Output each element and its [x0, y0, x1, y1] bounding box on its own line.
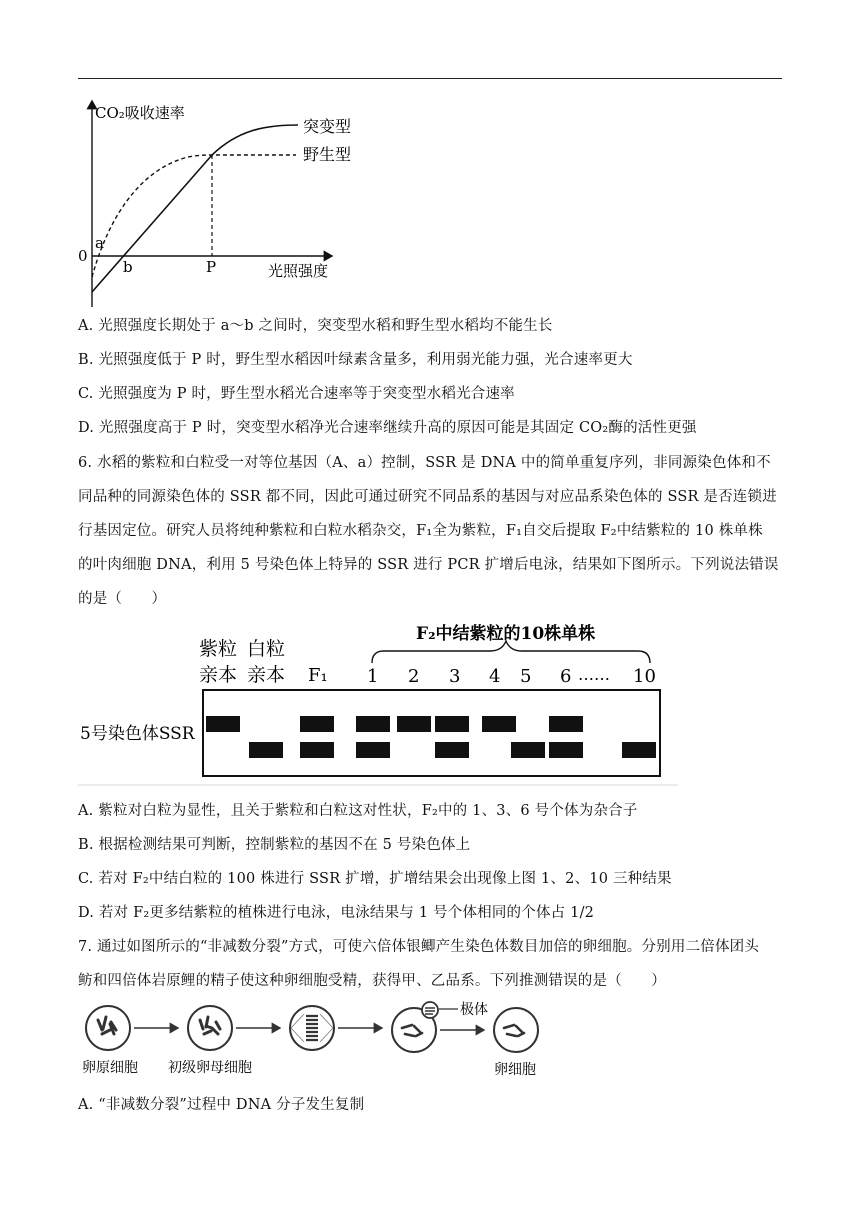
q5-option-d: D. 光照强度高于 P 时，突变型水稻净光合速率继续升高的原因可能是其固定 CO₂酶的活性更强	[78, 420, 697, 436]
lane-ellipsis: ……	[578, 665, 610, 684]
x-axis-label: 光照强度	[268, 262, 329, 280]
band-lane3-upper	[435, 716, 469, 732]
parent-purple-label-2: 亲本	[199, 664, 238, 686]
band-lane2-upper	[397, 716, 431, 732]
q6-stem-line-2: 同品种的同源染色体的 SSR 都不同，因此可通过研究不同品系的基因与对应品系染色体的 SSR 是否连锁进	[78, 489, 777, 505]
q6-stem-line-3: 行基因定位。研究人员将纯种紫粒和白粒水稻杂交，F₁全为紫粒，F₁自交后提取 F₂中结紫粒的 10 株单株	[78, 523, 763, 539]
lane-number-4: 4	[489, 666, 501, 687]
primary-oocyte-cell	[188, 1006, 232, 1050]
primary-oocyte-label: 初级卵母细胞	[168, 1060, 252, 1076]
band-lane3-lower	[435, 742, 469, 758]
f1-label: F₁	[308, 665, 328, 686]
oogonium-label: 卵原细胞	[82, 1060, 138, 1076]
q7-option-a: A. “非减数分裂”过程中 DNA 分子发生复制	[78, 1097, 365, 1113]
point-b-label: b	[123, 258, 133, 276]
band-white-parent-lower	[249, 742, 283, 758]
y-axis-label: CO₂吸收速率	[95, 104, 185, 122]
band-f1-lower	[300, 742, 334, 758]
co2-light-graph	[70, 95, 370, 310]
point-p-label: P	[206, 258, 217, 276]
band-lane5-lower	[511, 742, 545, 758]
q5-option-c: C. 光照强度为 P 时，野生型水稻光合速率等于突变型水稻光合速率	[78, 386, 515, 402]
q6-option-a: A. 紫粒对白粒为显性，且关于紫粒和白粒这对性状，F₂中的 1、3、6 号个体为杂合子	[78, 803, 638, 819]
band-lane6-lower	[549, 742, 583, 758]
gel-figure	[78, 615, 678, 787]
point-a-label: a	[95, 234, 104, 252]
lane-number-2: 2	[408, 666, 420, 687]
secondary-cell-with-polar-body	[392, 1002, 438, 1052]
oogonium-cell	[86, 1006, 130, 1050]
q6-option-b: B. 根据检测结果可判断，控制紫粒的基因不在 5 号染色体上	[78, 837, 471, 853]
band-lane10-lower	[622, 742, 656, 758]
row-label-ssr: 5号染色体SSR	[80, 724, 195, 744]
polar-body-label: 极体	[460, 1002, 488, 1018]
lane-number-6: 6	[560, 666, 572, 687]
band-purple-parent-upper	[206, 716, 240, 732]
gel-box	[203, 690, 660, 776]
band-lane4-upper	[482, 716, 516, 732]
lane-number-1: 1	[367, 666, 379, 687]
band-lane1-upper	[356, 716, 390, 732]
lane-brace	[372, 641, 650, 663]
parent-white-label-1: 白粒	[247, 638, 286, 660]
origin-label: 0	[78, 247, 88, 265]
q6-stem-line-1: 6. 水稻的紫粒和白粒受一对等位基因（A、a）控制，SSR 是 DNA 中的简单重复序列，非同源染色体和不	[78, 455, 771, 471]
q5-option-a: A. 光照强度长期处于 a～b 之间时，突变型水稻和野生型水稻均不能生长	[78, 318, 553, 334]
q5-option-b: B. 光照强度低于 P 时，野生型水稻因叶绿素含量多，利用弱光能力强，光合速率更大	[78, 352, 633, 368]
q6-stem-line-5: 的是（ ）	[78, 591, 167, 607]
q6-stem-line-4: 的叶肉细胞 DNA，利用 5 号染色体上特异的 SSR 进行 PCR 扩增后电泳，结果如下图所示。下列说法错误	[78, 557, 779, 573]
q7-stem-line-2: 鲂和四倍体岩原鲤的精子使这种卵细胞受精，获得甲、乙品系。下列推测错误的是（ ）	[78, 973, 666, 989]
band-f1-upper	[300, 716, 334, 732]
band-lane6-upper	[549, 716, 583, 732]
wild-type-label: 野生型	[303, 145, 352, 164]
q7-stem-line-1: 7. 通过如图所示的“非减数分裂”方式，可使六倍体银鲫产生染色体数目加倍的卵细胞。分别用二倍体团头	[78, 939, 760, 955]
lane-number-3: 3	[449, 666, 461, 687]
cell-division-diagram	[78, 1000, 558, 1080]
q6-option-d: D. 若对 F₂更多结紫粒的植株进行电泳，电泳结果与 1 号个体相同的个体占 1/2	[78, 905, 595, 921]
header-rule	[78, 78, 782, 79]
egg-cell-label: 卵细胞	[494, 1062, 536, 1078]
mutant-label: 突变型	[303, 117, 352, 136]
parent-white-label-2: 亲本	[247, 664, 286, 686]
q6-option-c: C. 若对 F₂中结白粒的 100 株进行 SSR 扩增，扩增结果会出现像上图 1、2、10 三种结果	[78, 871, 672, 887]
parent-purple-label-1: 紫粒	[199, 638, 238, 660]
lane-number-5: 5	[520, 666, 532, 687]
band-lane1-lower	[356, 742, 390, 758]
gel-header: F₂中结紫粒的10株单株	[416, 624, 596, 644]
lane-number-10: 10	[633, 666, 656, 687]
egg-cell	[494, 1008, 538, 1052]
metaphase-cell	[290, 1006, 334, 1050]
